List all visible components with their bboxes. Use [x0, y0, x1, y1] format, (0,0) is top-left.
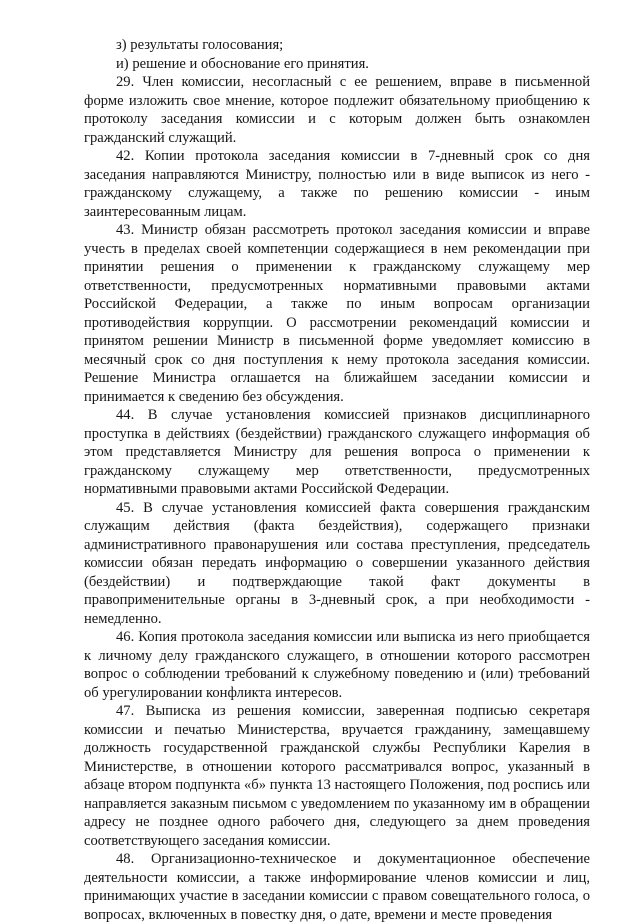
paragraph-42 [84, 147, 590, 221]
paragraph-43 [84, 221, 590, 406]
paragraph-text: 45. В случае установления комиссией факта совершения гражданским служащим действия (факта бездействия), содержащего признаки административного правонарушения или состава преступления, председатель комиссии обязан передать информацию о совершении указанного действия (бездействии) и подтверждающие такой факт документы в правоприменительные органы в 3-дневный срок, а при необходимости - немедленно. [84, 499, 590, 627]
paragraph-text: 47. Выписка из решения комиссии, заверенная подписью секретаря комиссии и печатью Министерства, вручается гражданину, замещавшему должность государственной гражданской службы Республики Карелия в Министерстве, в отношении которого рассматривался вопрос, указанный в абзаце втором подпункта «б» пункта 13 настоящего Положения, под роспись или направляется заказным письмом с уведомлением по указанному им в обращении адресу не позднее одного рабочего дня, следующего за днем проведения соответствующего заседания комиссии. [84, 703, 590, 849]
paragraph-44 [84, 406, 590, 499]
paragraph-46 [84, 628, 590, 702]
paragraph-text: 43. Министр обязан рассмотреть протокол заседания комиссии и вправе учесть в пределах своей компетенции содержащиеся в нем рекомендации при принятии решения о применении к гражданскому служащему мер ответственности, предусмотренных нормативными правовыми актами Российской Федерации, а также по иным вопросам организации противодействия коррупции. О рассмотрении рекомендаций комиссии и принятом решении Министр в письменной форме уведомляет комиссию в месячный срок со дня поступления к нему протокола заседания комиссии. Решение Министра оглашается на ближайшем заседании комиссии и принимается к сведению без обсуждения. [84, 222, 590, 405]
list-item-z: з) результаты голосования; [116, 37, 284, 53]
paragraph-text: 29. Член комиссии, несогласный с ее решением, вправе в письменной форме изложить свое мнение, которое подлежит обязательному приобщению к протоколу заседания комиссии и с которым должен быть ознакомлен гражданский служащий. [84, 74, 590, 146]
paragraph-47 [84, 702, 590, 850]
paragraph-text: 42. Копии протокола заседания комиссии в 7-дневный срок со дня заседания направляются Министру, полностью или в виде выписок из него - гражданскому служащему, а также по решению комиссии - иным заинтересованным лицам. [84, 148, 590, 220]
paragraph-text: 44. В случае установления комиссией признаков дисциплинарного проступка в действиях (бездействии) гражданского служащего информация об этом представляется Министру для решения вопроса о применении к гражданскому служащему мер ответственности, предусмотренных нормативными правовыми актами Российской Федерации. [84, 407, 590, 497]
paragraph-text: 46. Копия протокола заседания комиссии или выписка из него приобщается к личному делу гражданского служащего, в отношении которого рассмотрен вопрос о соблюдении требований к служебному поведению и (или) требований об урегулировании конфликта интересов. [84, 629, 590, 701]
paragraph-48 [84, 850, 590, 924]
paragraph-45 [84, 499, 590, 629]
list-item-i: и) решение и обоснование его принятия. [116, 55, 369, 72]
paragraph-text: 48. Организационно-техническое и документационное обеспечение деятельности комиссии, а также информирование членов комиссии и лиц, принимающих участие в заседании комиссии с правом совещательного голоса, о вопросах, включенных в повестку дня, о дате, времени и месте проведения [84, 851, 590, 923]
paragraph-29 [84, 73, 590, 147]
